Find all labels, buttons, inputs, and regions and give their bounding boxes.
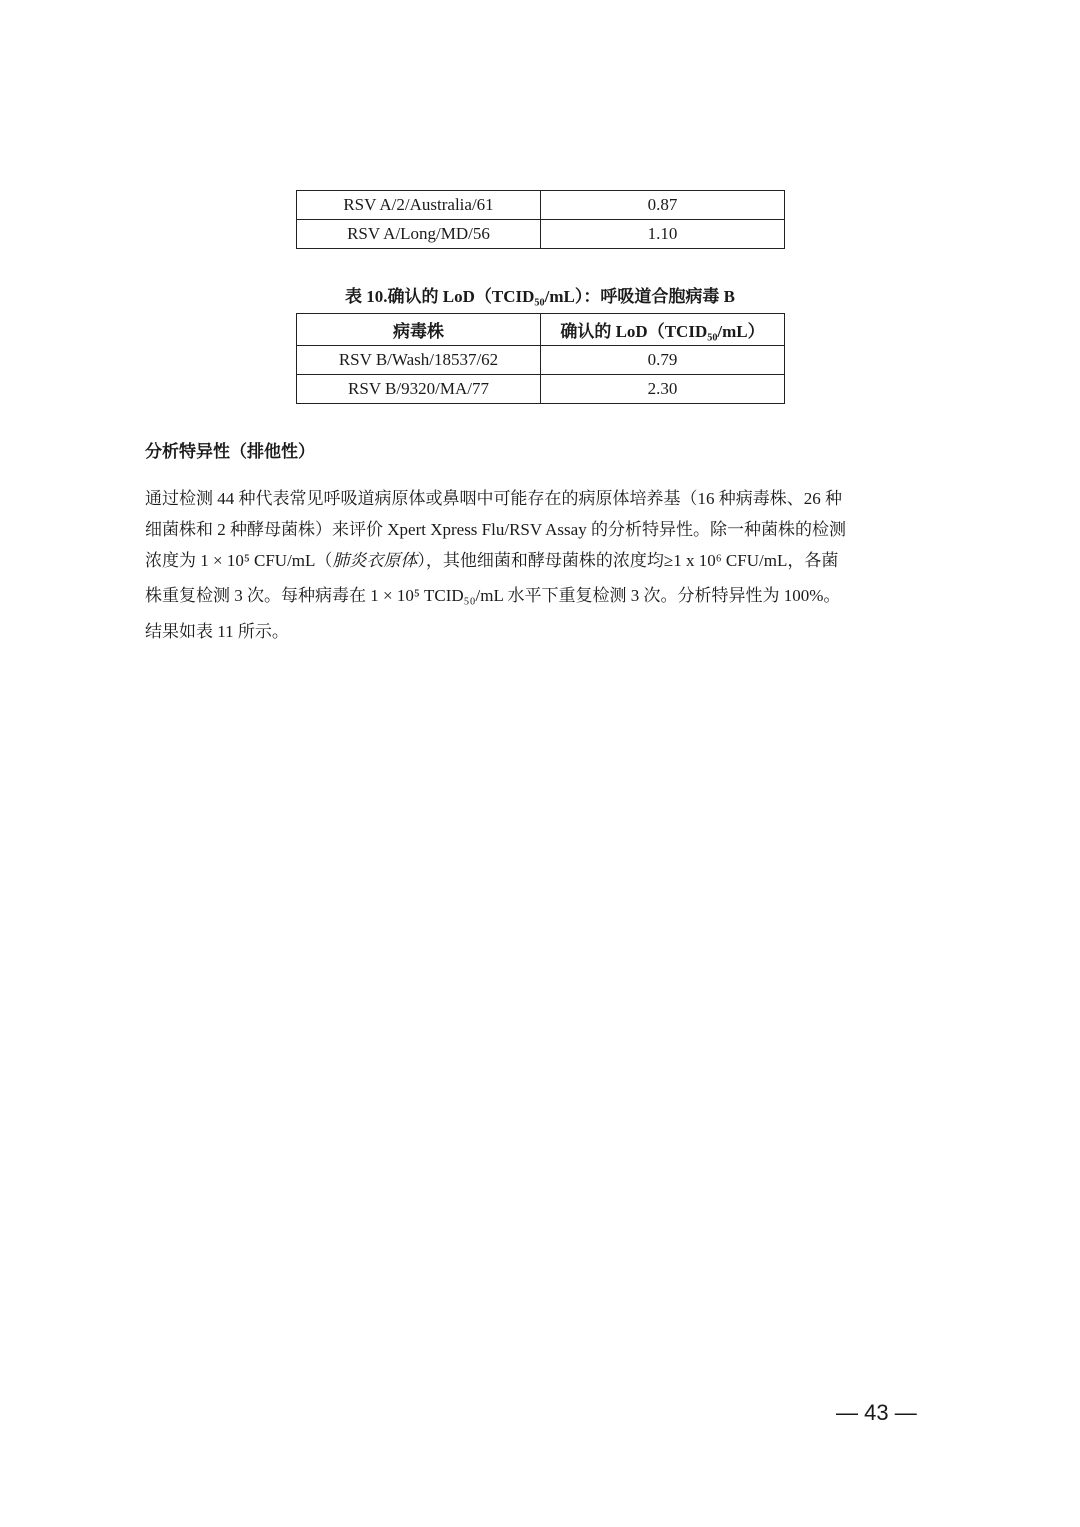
lod-cell: 2.30	[541, 375, 785, 404]
paragraph-text: 浓度为 1 × 10⁵ CFU/mL（	[145, 551, 333, 570]
strain-cell: RSV B/Wash/18537/62	[297, 346, 541, 375]
strain-header: 病毒株	[297, 314, 541, 346]
paragraph-text: ），其他细菌和酵母菌株的浓度均≥1 x 10⁶ CFU/mL，各菌	[417, 551, 839, 570]
paragraph-line	[145, 546, 945, 571]
organism-name: 肺炎衣原体	[332, 551, 418, 570]
table-10-caption: 表 10.确认的 LoD（TCID₅₀/mL）：呼吸道合胞病毒 B	[345, 287, 735, 306]
strain-cell: RSV B/9320/MA/77	[297, 375, 541, 404]
table-row	[297, 375, 785, 404]
table-row	[297, 220, 785, 249]
paragraph-line: 细菌株和 2 种酵母菌株）来评价 Xpert Xpress Flu/RSV Assay 的分析特异性。除一种菌株的检测	[145, 520, 846, 539]
paragraph-line: 结果如表 11 所示。	[145, 622, 289, 641]
paragraph-line: 通过检测 44 种代表常见呼吸道病原体或鼻咽中可能存在的病原体培养基（16 种病毒株、26 种	[145, 489, 842, 508]
lod-cell: 1.10	[541, 220, 785, 249]
paragraph-line: 株重复检测 3 次。每种病毒在 1 × 10⁵ TCID₅₀/mL 水平下重复检测 3 次。分析特异性为 100%。	[145, 586, 841, 605]
lod-cell: 0.87	[541, 191, 785, 220]
table-row	[297, 346, 785, 375]
page-number: — 43 —	[836, 1400, 917, 1425]
strain-cell: RSV A/2/Australia/61	[297, 191, 541, 220]
table-row	[297, 191, 785, 220]
table-rsv-a-continued	[296, 190, 785, 249]
section-heading: 分析特异性（排他性）	[145, 442, 315, 461]
strain-cell: RSV A/Long/MD/56	[297, 220, 541, 249]
lod-header: 确认的 LoD（TCID₅₀/mL）	[541, 314, 785, 346]
table-10-rsv-b	[296, 313, 785, 404]
table-header-row	[297, 314, 785, 346]
lod-cell: 0.79	[541, 346, 785, 375]
